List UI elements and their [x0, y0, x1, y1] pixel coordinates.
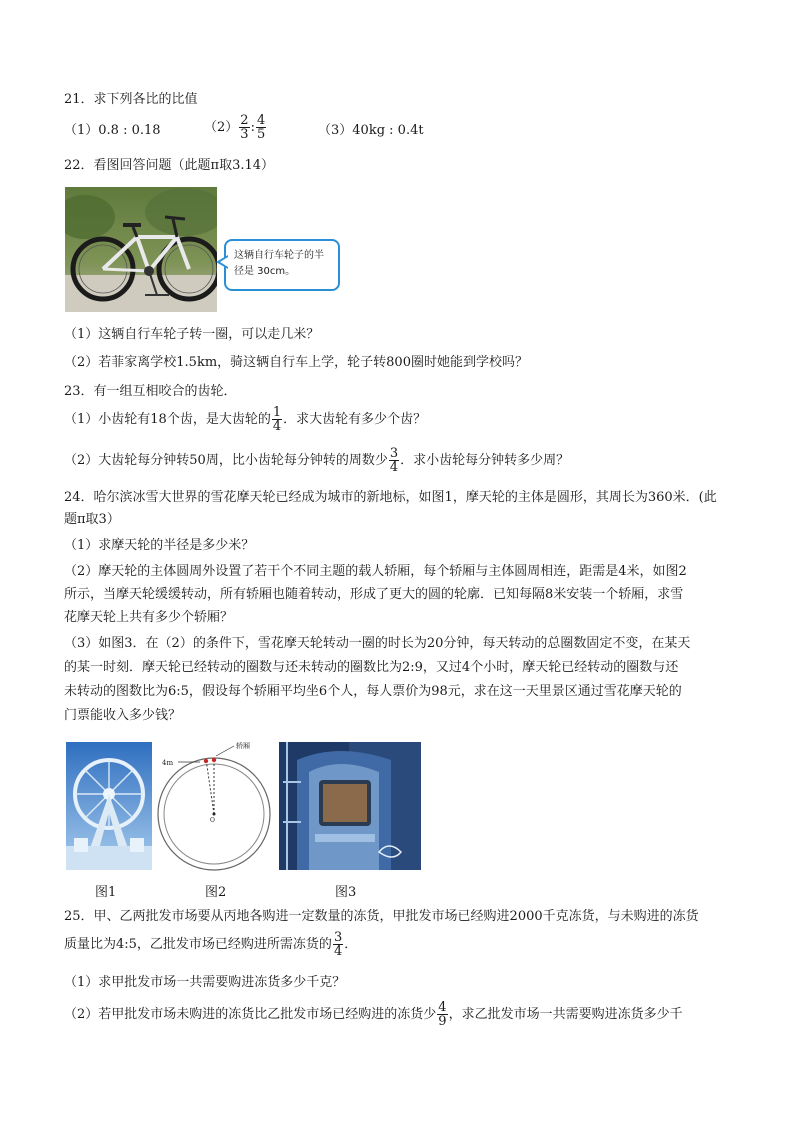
figure2-diagram	[154, 740, 274, 878]
figure2-distance-label: 4m	[162, 759, 174, 767]
q21-part1-label: （1）	[64, 123, 99, 138]
q24-line1: 24．哈尔滨冰雪大世界的雪花摩天轮已经成为城市的新地标，如图1，摩天轮的主体是圆形，其周长为360米．(此	[64, 490, 717, 505]
q25-line2: 质量比为4:5，乙批发市场已经购进所需冻货的 $\frac{3}{4}$ ．	[64, 930, 358, 959]
q21-title: 21．求下列各比的比值	[64, 92, 198, 107]
q21-part3-label: （3）	[318, 123, 353, 138]
figure2-car-label: 轿厢	[236, 742, 250, 750]
q23-sub1-fraction: $\frac{1}{4}$	[272, 405, 282, 434]
q21-part1	[64, 122, 161, 140]
q23-sub1: （1）小齿轮有18个齿，是大齿轮的 $\frac{1}{4}$ ．求大齿轮有多少个齿？	[64, 405, 427, 434]
q24-sub3-line3: 未转动的图数比为6:5，假设每个轿厢平均坐6个人，每人票价为98元，求在这一天里景区通过雪花摩天轮的	[64, 684, 682, 699]
q25-sub1: （1）求甲批发市场一共需要购进冻货多少千克？	[64, 975, 346, 990]
q24-sub3-line2: 的某一时刻．摩天轮已经转动的圈数与还未转动的圈数比为2:9，又过4个小时，摩天轮已经转动的圈数与还	[64, 660, 679, 675]
q21-part2: （2） $\frac{2}{3}$ : $\frac{4}{5}$	[204, 113, 266, 142]
q24-sub2-line3: 花摩天轮上共有多少个轿厢？	[64, 610, 234, 625]
speech-bubble-text: 这辆自行车轮子的半 径是 30cm。	[234, 250, 324, 277]
q25-line2-fraction: $\frac{3}{4}$	[333, 930, 343, 959]
q21-part2-fraction1: $\frac{2}{3}$	[240, 113, 249, 142]
speech-bubble	[224, 239, 340, 291]
bicycle-photo	[65, 187, 217, 312]
q21-part2-label: （2）	[204, 120, 239, 135]
q22-sub2: （2）若菲家离学校1.5km，骑这辆自行车上学，轮子转800圈时她能到学校吗？	[64, 355, 528, 370]
q24-sub3-line1: （3）如图3．在（2）的条件下，雪花摩天轮转动一圈的时长为20分钟，每天转动的总圈数固定不变，在某天	[64, 636, 691, 651]
q24-sub1: （1）求摩天轮的半径是多少米？	[64, 538, 255, 553]
q24-sub2-line2: 所示，当摩天轮缓缓转动，所有轿厢也随着转动，形成了更大的圆的轮廓．已知每隔8米安装一个轿厢，求雪	[64, 587, 684, 602]
q25-line1: 25．甲、乙两批发市场要从丙地各购进一定数量的冻货，甲批发市场已经购进2000千克冻货，与未购进的冻货	[64, 909, 699, 924]
figure3-caption: 图3	[335, 885, 357, 900]
q25-sub2-fraction: $\frac{4}{9}$	[438, 1000, 447, 1029]
figure1-ferris-wheel-photo	[66, 742, 152, 870]
figure3-cabin-photo	[279, 742, 421, 870]
q24-sub3-line4: 门票能收入多少钱？	[64, 708, 182, 723]
figure1-caption: 图1	[95, 885, 117, 900]
q23-title: 23．有一组互相咬合的齿轮．	[64, 384, 237, 399]
q21-part2-fraction2: $\frac{4}{5}$	[256, 113, 266, 142]
q23-sub2: （2）大齿轮每分钟转50周，比小齿轮每分钟转的周数少 $\frac{3}{4}$ ．求小齿轮每分钟转多少周？	[64, 446, 570, 475]
q24-sub2-line1: （2）摩天轮的主体圆周外设置了若干个不同主题的载人轿厢，每个轿厢与主体圆周相连，距需是4米，如图2	[64, 564, 687, 579]
q22-sub1: （1）这辆自行车轮子转一圈，可以走几米？	[64, 327, 320, 342]
figure2-center-label: O	[210, 817, 215, 824]
q23-sub2-fraction: $\frac{3}{4}$	[389, 446, 399, 475]
q22-title: 22．看图回答问题（此题π取3.14）	[64, 158, 275, 173]
q24-line2: 题π取3）	[64, 512, 120, 527]
q25-sub2: （2）若甲批发市场未购进的冻货比乙批发市场已经购进的冻货少 $\frac{4}{9}$ ，求乙批发市场一共需要购进冻货多少千	[64, 1000, 683, 1029]
q21-part3-expr: 40kg : 0.4t	[352, 123, 424, 138]
q21-part3	[318, 122, 424, 140]
figure2-caption: 图2	[205, 885, 227, 900]
q21-part1-expr: 0.8 : 0.18	[98, 123, 161, 138]
